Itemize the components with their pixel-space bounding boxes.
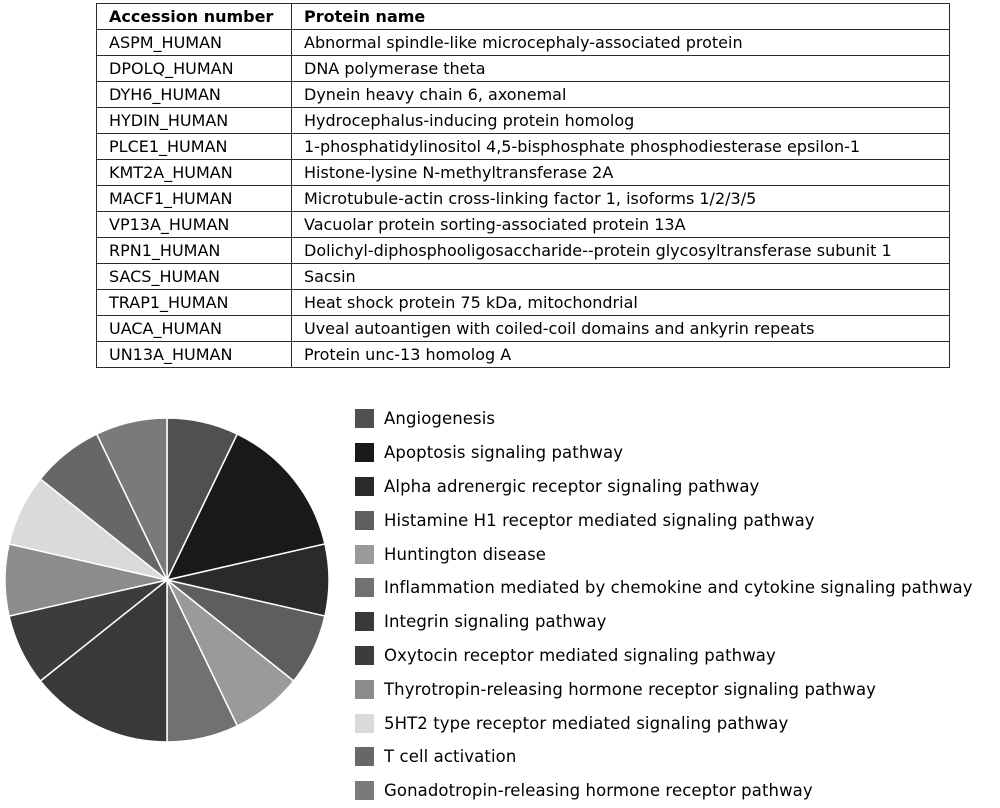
accession-cell: ASPM_HUMAN [97, 30, 292, 56]
legend-item [355, 537, 973, 571]
accession-number-header: Accession number [97, 4, 292, 30]
table-header-row [97, 4, 950, 30]
accession-cell: TRAP1_HUMAN [97, 290, 292, 316]
table-row [97, 82, 950, 108]
legend-item [355, 571, 973, 605]
table-row [97, 290, 950, 316]
legend-label: Huntington disease [384, 544, 547, 564]
protein-name-header: Protein name [292, 4, 950, 30]
protein-name-cell: Heat shock protein 75 kDa, mitochondrial [292, 290, 950, 316]
legend-swatch [355, 714, 374, 733]
protein-name-cell: DNA polymerase theta [292, 56, 950, 82]
pathway-pie-chart [0, 405, 340, 755]
accession-cell: PLCE1_HUMAN [97, 134, 292, 160]
legend-label: Integrin signaling pathway [384, 612, 607, 632]
accession-cell: UACA_HUMAN [97, 316, 292, 342]
accession-cell: RPN1_HUMAN [97, 238, 292, 264]
legend-swatch [355, 781, 374, 800]
table-row [97, 134, 950, 160]
legend-item [355, 605, 973, 639]
table-row [97, 342, 950, 368]
protein-table-container [96, 3, 949, 368]
accession-cell: MACF1_HUMAN [97, 186, 292, 212]
accession-cell: DPOLQ_HUMAN [97, 56, 292, 82]
legend-item [355, 774, 973, 808]
protein-name-cell: Microtubule-actin cross-linking factor 1, isoforms 1/2/3/5 [292, 186, 950, 212]
protein-name-cell: Protein unc-13 homolog A [292, 342, 950, 368]
protein-name-cell: Hydrocephalus-inducing protein homolog [292, 108, 950, 134]
legend-item [355, 402, 973, 436]
protein-name-cell: Abnormal spindle-like microcephaly-associated protein [292, 30, 950, 56]
legend-item [355, 672, 973, 706]
legend-item [355, 706, 973, 740]
protein-name-cell: Uveal autoantigen with coiled-coil domains and ankyrin repeats [292, 316, 950, 342]
legend-item [355, 436, 973, 470]
protein-name-cell: Dolichyl-diphosphooligosaccharide--protein glycosyltransferase subunit 1 [292, 238, 950, 264]
legend-label: Apoptosis signaling pathway [384, 443, 624, 463]
legend-item [355, 470, 973, 504]
legend-swatch [355, 477, 374, 496]
table-body [97, 30, 950, 368]
legend-label: Angiogenesis [384, 409, 496, 429]
legend-swatch [355, 680, 374, 699]
protein-name-cell: Vacuolar protein sorting-associated protein 13A [292, 212, 950, 238]
accession-cell: SACS_HUMAN [97, 264, 292, 290]
table-row [97, 30, 950, 56]
table-row [97, 212, 950, 238]
accession-cell: VP13A_HUMAN [97, 212, 292, 238]
legend-label: Gonadotropin-releasing hormone receptor pathway [384, 781, 813, 801]
legend-swatch [355, 747, 374, 766]
legend-item [355, 639, 973, 673]
protein-table [96, 3, 950, 368]
legend-swatch [355, 612, 374, 631]
legend-swatch [355, 545, 374, 564]
legend-label: Oxytocin receptor mediated signaling pathway [384, 645, 776, 665]
legend-swatch [355, 511, 374, 530]
protein-name-cell: Sacsin [292, 264, 950, 290]
legend-swatch [355, 578, 374, 597]
accession-cell: KMT2A_HUMAN [97, 160, 292, 186]
legend-label: Histamine H1 receptor mediated signaling pathway [384, 510, 815, 530]
legend-label: T cell activation [384, 747, 517, 767]
accession-cell: HYDIN_HUMAN [97, 108, 292, 134]
legend-item [355, 503, 973, 537]
legend-swatch [355, 646, 374, 665]
legend-label: Thyrotropin-releasing hormone receptor signaling pathway [384, 679, 877, 699]
legend-swatch [355, 443, 374, 462]
legend-label: Inflammation mediated by chemokine and cytokine signaling pathway [384, 578, 973, 598]
table-row [97, 108, 950, 134]
protein-name-cell: Histone-lysine N-methyltransferase 2A [292, 160, 950, 186]
protein-name-cell: Dynein heavy chain 6, axonemal [292, 82, 950, 108]
table-row [97, 264, 950, 290]
table-row [97, 186, 950, 212]
table-row [97, 56, 950, 82]
table-row [97, 160, 950, 186]
accession-cell: UN13A_HUMAN [97, 342, 292, 368]
legend-swatch [355, 409, 374, 428]
legend-item [355, 740, 973, 774]
legend-label: Alpha adrenergic receptor signaling pathway [384, 476, 760, 496]
legend-label: 5HT2 type receptor mediated signaling pathway [384, 713, 789, 733]
protein-name-cell: 1-phosphatidylinositol 4,5-bisphosphate phosphodiesterase epsilon-1 [292, 134, 950, 160]
table-row [97, 238, 950, 264]
table-row [97, 316, 950, 342]
pie-legend [355, 402, 973, 808]
accession-cell: DYH6_HUMAN [97, 82, 292, 108]
